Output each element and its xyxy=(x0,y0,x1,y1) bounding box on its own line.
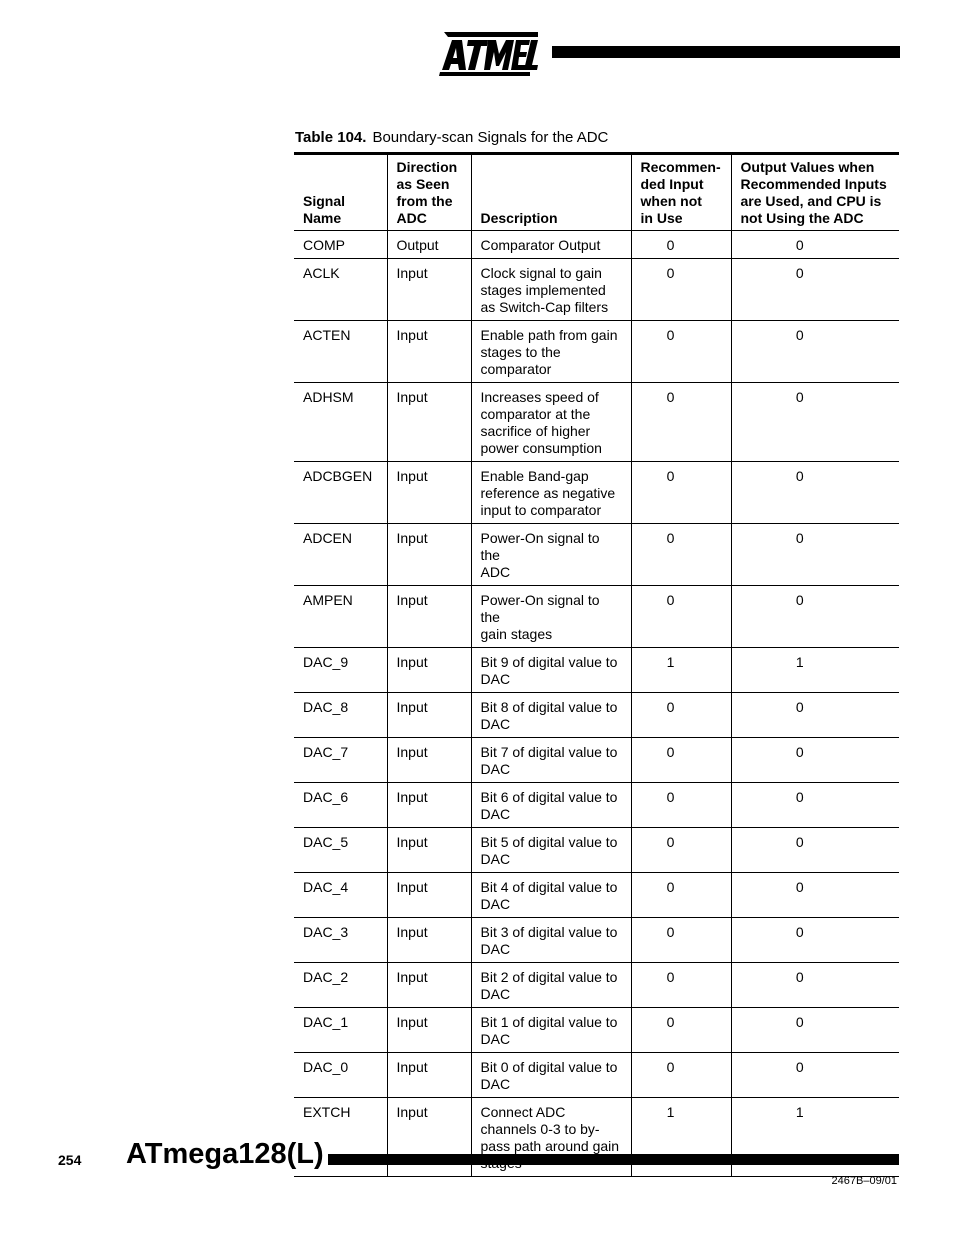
description-cell xyxy=(471,963,631,1008)
direction-cell: Input xyxy=(387,828,471,873)
description-line: DAC xyxy=(480,1076,511,1092)
signal-name-cell: AMPEN xyxy=(294,586,387,648)
column-header-line: Output Values when xyxy=(740,159,875,175)
recommended-input-cell: 0 xyxy=(631,828,731,873)
recommended-input-cell: 0 xyxy=(631,259,731,321)
direction-cell: Output xyxy=(387,231,471,259)
table-row xyxy=(294,738,899,783)
recommended-input-cell: 0 xyxy=(631,783,731,828)
recommended-input-cell: 0 xyxy=(631,873,731,918)
description-line: Enable Band-gap xyxy=(480,468,589,484)
output-value-cell: 0 xyxy=(731,918,899,963)
signal-name-cell: EXTCH xyxy=(294,1098,387,1177)
description-cell xyxy=(471,524,631,586)
table-header xyxy=(294,154,899,231)
direction-cell: Input xyxy=(387,1098,471,1177)
description-line: channels 0-3 to by- xyxy=(480,1121,600,1137)
column-header-line: Recommen- xyxy=(640,159,721,175)
output-value-cell: 0 xyxy=(731,586,899,648)
description-cell xyxy=(471,321,631,383)
column-header-line: in Use xyxy=(640,210,683,226)
description-line: Bit 9 of digital value to xyxy=(480,654,618,670)
direction-cell: Input xyxy=(387,1053,471,1098)
description-line: Increases speed of xyxy=(480,389,599,405)
output-value-cell: 0 xyxy=(731,783,899,828)
recommended-input-cell: 0 xyxy=(631,321,731,383)
table-row xyxy=(294,963,899,1008)
product-title: ATmega128(L) xyxy=(126,1138,324,1170)
column-header xyxy=(387,154,471,231)
output-value-cell: 0 xyxy=(731,462,899,524)
direction-cell: Input xyxy=(387,648,471,693)
column-header-line: Name xyxy=(303,210,342,226)
signal-name-cell: DAC_9 xyxy=(294,648,387,693)
output-value-cell: 0 xyxy=(731,524,899,586)
signal-name-cell: COMP xyxy=(294,231,387,259)
description-line: Bit 6 of digital value to xyxy=(480,789,618,805)
column-header-line: when not xyxy=(640,193,702,209)
column-header-line: Direction xyxy=(396,159,458,175)
description-line: comparator at the xyxy=(480,406,591,422)
signal-name-cell: ADHSM xyxy=(294,383,387,462)
direction-cell: Input xyxy=(387,259,471,321)
table-body xyxy=(294,231,899,1177)
direction-cell: Input xyxy=(387,783,471,828)
signal-name-cell: DAC_6 xyxy=(294,783,387,828)
output-value-cell: 0 xyxy=(731,873,899,918)
description-cell xyxy=(471,1008,631,1053)
description-cell xyxy=(471,783,631,828)
table-row xyxy=(294,586,899,648)
description-cell xyxy=(471,873,631,918)
column-header xyxy=(731,154,899,231)
recommended-input-cell: 0 xyxy=(631,586,731,648)
description-line: DAC xyxy=(480,986,511,1002)
signal-name-cell: DAC_1 xyxy=(294,1008,387,1053)
description-line: Bit 1 of digital value to xyxy=(480,1014,618,1030)
direction-cell: Input xyxy=(387,918,471,963)
description-line: stages implemented xyxy=(480,282,606,298)
description-cell xyxy=(471,586,631,648)
column-header-line: ded Input xyxy=(640,176,704,192)
signal-name-cell: ACLK xyxy=(294,259,387,321)
recommended-input-cell: 0 xyxy=(631,738,731,783)
recommended-input-cell: 0 xyxy=(631,383,731,462)
description-line: Power-On signal to the xyxy=(480,530,600,563)
column-header xyxy=(294,154,387,231)
column-header-line: from the xyxy=(396,193,453,209)
description-line: DAC xyxy=(480,896,511,912)
direction-cell: Input xyxy=(387,321,471,383)
page-number: 254 xyxy=(58,1152,82,1168)
description-cell xyxy=(471,918,631,963)
table-caption xyxy=(295,129,608,146)
output-value-cell: 0 xyxy=(731,321,899,383)
column-header-line: ADC xyxy=(396,210,427,226)
table-row xyxy=(294,828,899,873)
table-row xyxy=(294,321,899,383)
direction-cell: Input xyxy=(387,693,471,738)
description-line: reference as negative xyxy=(480,485,616,501)
direction-cell: Input xyxy=(387,738,471,783)
description-line: pass path around gain xyxy=(480,1138,620,1154)
signal-name-cell: DAC_2 xyxy=(294,963,387,1008)
signal-name-cell: DAC_8 xyxy=(294,693,387,738)
description-cell xyxy=(471,259,631,321)
signal-name-cell: ADCBGEN xyxy=(294,462,387,524)
description-line: DAC xyxy=(480,761,511,777)
column-header-line: are Used, and CPU is xyxy=(740,193,882,209)
recommended-input-cell: 0 xyxy=(631,462,731,524)
output-value-cell: 0 xyxy=(731,693,899,738)
table-row xyxy=(294,783,899,828)
description-cell xyxy=(471,383,631,462)
signal-name-cell: DAC_4 xyxy=(294,873,387,918)
table-row xyxy=(294,383,899,462)
description-line: as Switch-Cap filters xyxy=(480,299,609,315)
column-header xyxy=(631,154,731,231)
description-line: Bit 4 of digital value to xyxy=(480,879,618,895)
description-line: ADC xyxy=(480,564,511,580)
direction-cell: Input xyxy=(387,873,471,918)
direction-cell: Input xyxy=(387,383,471,462)
description-line: Bit 8 of digital value to xyxy=(480,699,618,715)
description-line: Connect ADC xyxy=(480,1104,566,1120)
output-value-cell: 0 xyxy=(731,828,899,873)
description-cell xyxy=(471,462,631,524)
column-header-line: as Seen xyxy=(396,176,450,192)
recommended-input-cell: 0 xyxy=(631,1053,731,1098)
document-code: 2467B–09/01 xyxy=(831,1175,897,1187)
recommended-input-cell: 1 xyxy=(631,1098,731,1177)
output-value-cell: 0 xyxy=(731,963,899,1008)
recommended-input-cell: 1 xyxy=(631,648,731,693)
table-caption-label: Table 104. xyxy=(295,129,367,146)
output-value-cell: 0 xyxy=(731,231,899,259)
description-line: Bit 2 of digital value to xyxy=(480,969,618,985)
description-line: Enable path from gain xyxy=(480,327,618,343)
direction-cell: Input xyxy=(387,1008,471,1053)
table-caption-text: Boundary-scan Signals for the ADC xyxy=(372,129,609,146)
output-value-cell: 0 xyxy=(731,259,899,321)
description-line: input to comparator xyxy=(480,502,602,518)
table-row xyxy=(294,873,899,918)
output-value-cell: 0 xyxy=(731,383,899,462)
output-value-cell: 0 xyxy=(731,1008,899,1053)
description-line: Power-On signal to the xyxy=(480,592,600,625)
column-header-line: Description xyxy=(480,210,558,226)
description-line: DAC xyxy=(480,941,511,957)
table-row xyxy=(294,918,899,963)
table-row xyxy=(294,231,899,259)
description-line: Comparator Output xyxy=(480,237,601,253)
description-line: Bit 3 of digital value to xyxy=(480,924,618,940)
description-line: DAC xyxy=(480,851,511,867)
description-cell xyxy=(471,1053,631,1098)
table-row xyxy=(294,1053,899,1098)
column-header-line: Signal xyxy=(303,193,346,209)
recommended-input-cell: 0 xyxy=(631,231,731,259)
boundary-scan-table xyxy=(294,152,899,1177)
output-value-cell: 0 xyxy=(731,1053,899,1098)
recommended-input-cell: 0 xyxy=(631,693,731,738)
table-row xyxy=(294,693,899,738)
description-line: Clock signal to gain xyxy=(480,265,602,281)
description-cell xyxy=(471,828,631,873)
description-line: sacrifice of higher xyxy=(480,423,591,439)
signal-name-cell: DAC_0 xyxy=(294,1053,387,1098)
column-header-line: not Using the ADC xyxy=(740,210,864,226)
description-line: DAC xyxy=(480,716,511,732)
description-line: comparator xyxy=(480,361,552,377)
direction-cell: Input xyxy=(387,462,471,524)
output-value-cell: 0 xyxy=(731,738,899,783)
description-line: DAC xyxy=(480,806,511,822)
signal-name-cell: ACTEN xyxy=(294,321,387,383)
description-line: Bit 7 of digital value to xyxy=(480,744,618,760)
table-row xyxy=(294,259,899,321)
footer-rule xyxy=(328,1154,899,1165)
description-line: stages to the xyxy=(480,344,561,360)
output-value-cell: 1 xyxy=(731,1098,899,1177)
atmel-logo xyxy=(438,28,540,78)
recommended-input-cell: 0 xyxy=(631,963,731,1008)
column-header-line: Recommended Inputs xyxy=(740,176,887,192)
signal-name-cell: DAC_5 xyxy=(294,828,387,873)
header-row xyxy=(294,154,899,231)
description-line: Bit 5 of digital value to xyxy=(480,834,618,850)
description-line: power consumption xyxy=(480,440,602,456)
description-cell xyxy=(471,738,631,783)
recommended-input-cell: 0 xyxy=(631,524,731,586)
description-line: DAC xyxy=(480,1031,511,1047)
table-row xyxy=(294,524,899,586)
table-row xyxy=(294,462,899,524)
direction-cell: Input xyxy=(387,524,471,586)
signal-name-cell: DAC_3 xyxy=(294,918,387,963)
output-value-cell: 1 xyxy=(731,648,899,693)
direction-cell: Input xyxy=(387,586,471,648)
table-row xyxy=(294,1008,899,1053)
recommended-input-cell: 0 xyxy=(631,1008,731,1053)
description-line: Bit 0 of digital value to xyxy=(480,1059,618,1075)
column-header xyxy=(471,154,631,231)
description-cell xyxy=(471,693,631,738)
direction-cell: Input xyxy=(387,963,471,1008)
recommended-input-cell: 0 xyxy=(631,918,731,963)
signal-name-cell: DAC_7 xyxy=(294,738,387,783)
signal-name-cell: ADCEN xyxy=(294,524,387,586)
description-line: gain stages xyxy=(480,626,553,642)
table-row xyxy=(294,648,899,693)
description-cell xyxy=(471,231,631,259)
header-rule xyxy=(552,46,900,58)
description-line: DAC xyxy=(480,671,511,687)
description-cell xyxy=(471,648,631,693)
